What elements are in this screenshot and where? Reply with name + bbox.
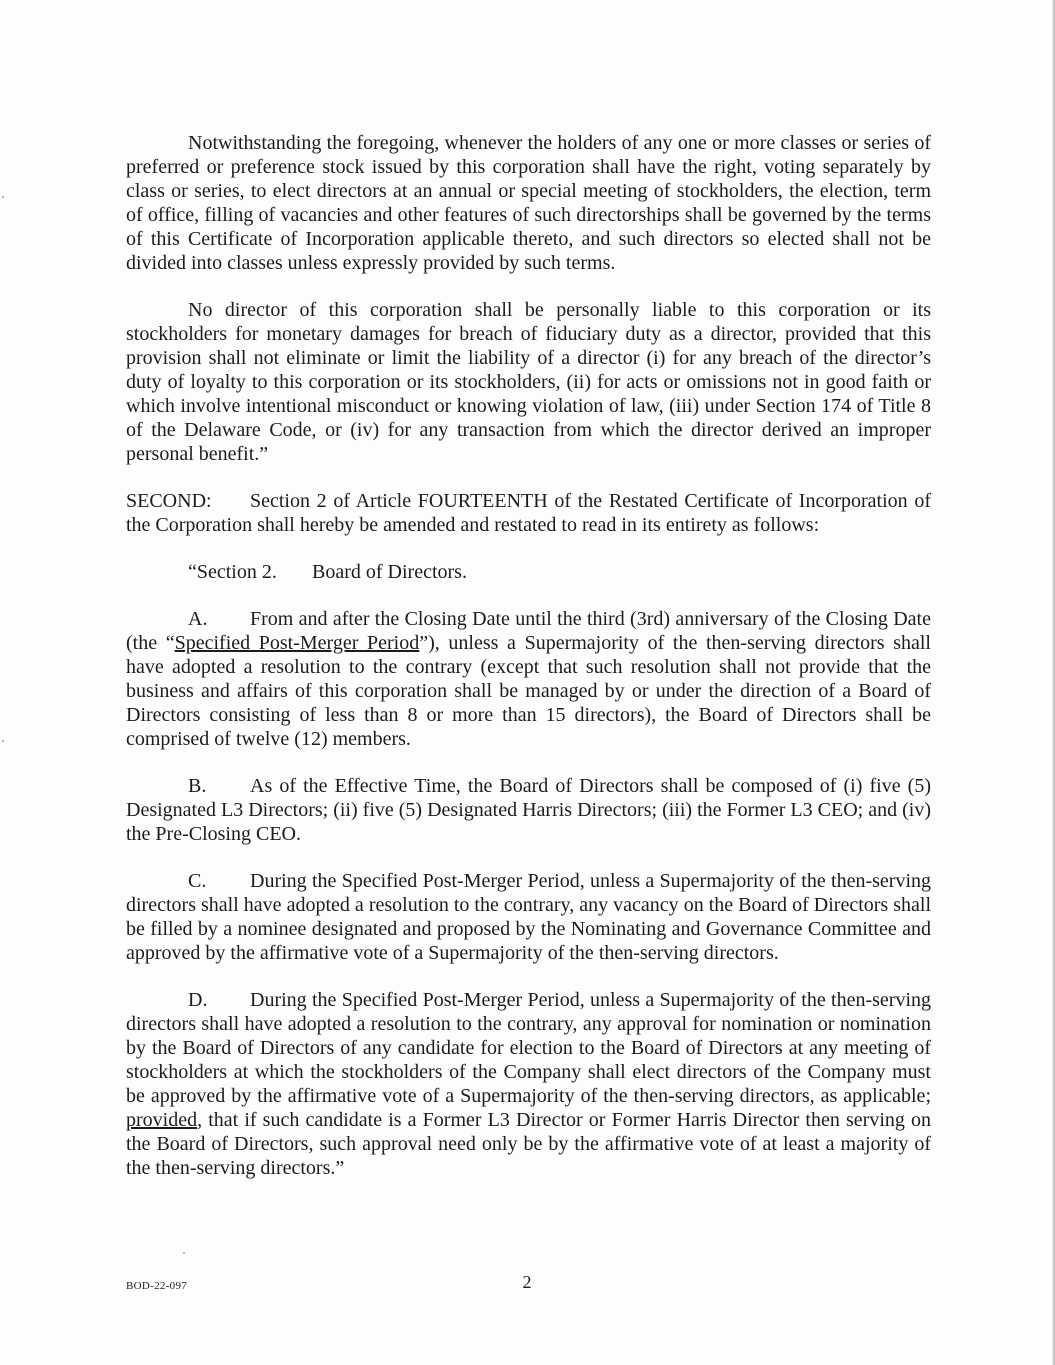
scan-speck (2, 196, 4, 198)
clause-b-text: As of the Effective Time, the Board of Directors shall be composed of (i) five (5) Designated L3 Directors; (ii) five (5) Designated Harris Directors; (iii) the Former L3 CEO; and (iv) the Pre-Closing CEO. (126, 775, 931, 845)
clause-a (126, 607, 931, 751)
paragraph-second-amendment (126, 489, 931, 537)
scan-speck (2, 740, 4, 742)
scan-speck (183, 1252, 185, 1254)
clause-d-text-2: , that if such candidate is a Former L3 Director or Former Harris Director then serving on the Board of Directors, such approval need only be by the affirmative vote of at least a majority of the then-serving directors.” (126, 1109, 931, 1179)
second-text: Section 2 of Article FOURTEENTH of the Restated Certificate of Incorporation of the Corporation shall hereby be amended and restated to read in its entirety as follows: (126, 490, 931, 536)
clause-a-text-2: ”), unless a Supermajority of the then-serving directors shall have adopted a resolution to the contrary (except that such resolution shall not provide that the business and affairs of this corporation shall be managed by or under the direction of a Board of Directors consisting of less than 8 or more than 15 directors), the Board of Directors shall be comprised of twelve (12) members. (126, 632, 931, 750)
clause-d-text-1: During the Specified Post-Merger Period, unless a Supermajority of the then-serving directors shall have adopted a resolution to the contrary, any approval for nomination or nomination by the Board of Directors of any candidate for election to the Board of Directors at any meeting of stockholders at which the stockholders of the Company shall elect directors of the Company must be approved by the affirmative vote of a Supermajority of the then-serving directors, as applicable; (126, 989, 931, 1107)
provided-term: provided (126, 1109, 198, 1131)
clause-a-label: A. (188, 608, 208, 630)
paragraph-text: No director of this corporation shall be personally liable to this corporation or its stockholders for monetary damages for breach of fiduciary duty as a director, provided that this provision shall not eliminate or limit the liability of a director (i) for any breach of the director’s duty of loyalty to this corporation or its stockholders, (ii) for acts or omissions not in good faith or which involve intentional misconduct or knowing violation of law, (iii) under Section 174 of Title 8 of the Delaware Code, or (iv) for any transaction from which the director derived an improper personal benefit.” (126, 299, 931, 465)
clause-d (126, 988, 931, 1180)
clause-d-label: D. (188, 989, 208, 1011)
section-heading (126, 560, 931, 584)
clause-c (126, 869, 931, 965)
section-title: Board of Directors. (312, 561, 467, 583)
clause-b-label: B. (188, 775, 207, 797)
defined-term-specified-period: Specified Post-Merger Period (174, 632, 420, 654)
paragraph-preferred-stock (126, 131, 931, 275)
clause-b (126, 774, 931, 846)
page-number: 2 (522, 1272, 532, 1292)
document-body (126, 131, 931, 1203)
clause-a-text-1: From and after the Closing Date until the third (3rd) anniversary of the Closing Date (the “ (126, 608, 931, 654)
clause-c-label: C. (188, 870, 207, 892)
second-label: SECOND: (126, 490, 212, 512)
clause-c-text: During the Specified Post-Merger Period, unless a Supermajority of the then-serving directors shall have adopted a resolution to the contrary, any vacancy on the Board of Directors shall be filled by a nominee designated and proposed by the Nominating and Governance Committee and approved by the affirmative vote of a Supermajority of the then-serving directors. (126, 870, 931, 964)
paragraph-text: Notwithstanding the foregoing, whenever the holders of any one or more classes or series of preferred or preference stock issued by this corporation shall have the right, voting separately by class or series, to elect directors at an annual or special meeting of stockholders, the election, term of office, filling of vacancies and other features of such directorships shall be governed by the terms of this Certificate of Incorporation applicable thereto, and such directors so elected shall not be divided into classes unless expressly provided by such terms. (126, 132, 931, 274)
document-code: BOD-22-097 (126, 1280, 188, 1292)
paragraph-director-liability (126, 298, 931, 466)
section-number: “Section 2. (188, 561, 277, 583)
